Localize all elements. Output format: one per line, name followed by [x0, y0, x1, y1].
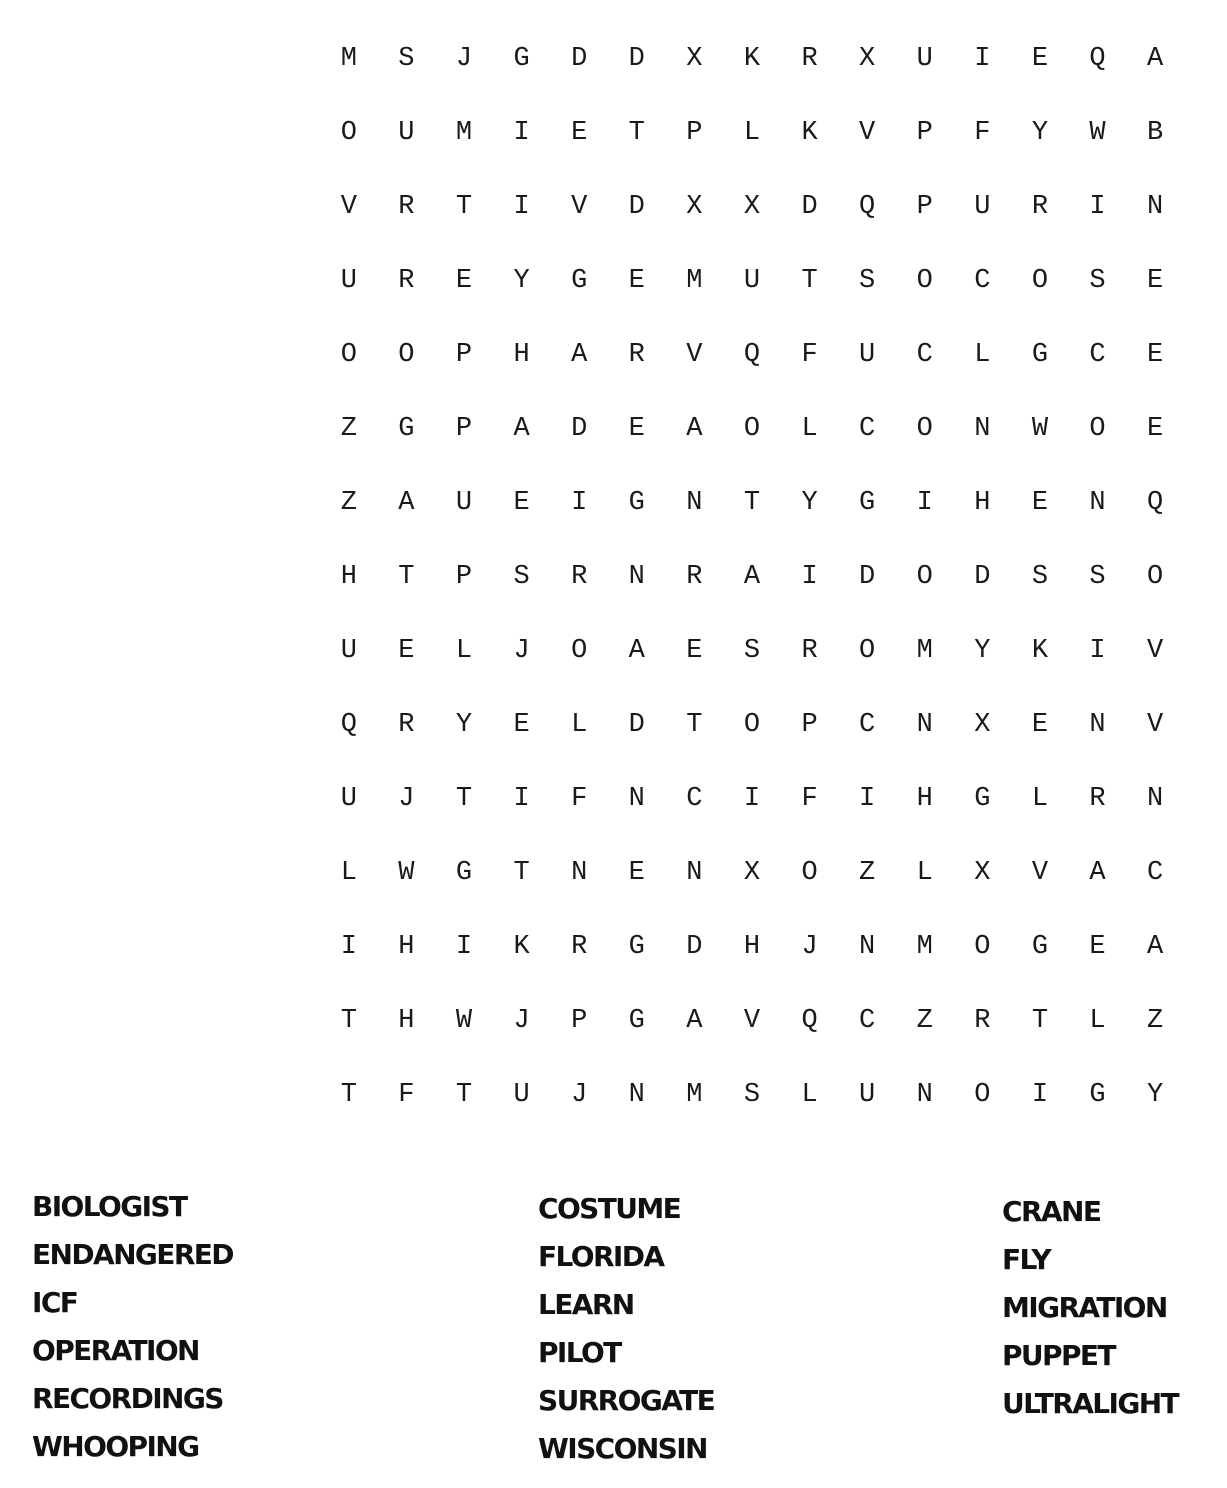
grid-cell: R	[398, 710, 415, 740]
grid-cell: E	[1089, 932, 1106, 962]
grid-cell: H	[743, 932, 761, 962]
word-list-column-1	[32, 1183, 233, 1471]
grid-cell: L	[974, 340, 991, 370]
grid-cell: H	[398, 1006, 415, 1036]
grid-cell: J	[455, 44, 473, 74]
grid-cell: K	[513, 932, 530, 962]
word-list-item: FLORIDA	[538, 1240, 664, 1273]
grid-cell: V	[859, 118, 876, 148]
grid-cell: T	[340, 1006, 357, 1036]
grid-cell: Q	[1147, 488, 1164, 518]
grid-cell: R	[628, 340, 645, 370]
grid-cell: G	[1031, 340, 1049, 370]
grid-cell: F	[801, 784, 818, 814]
grid-cell: M	[455, 118, 473, 148]
grid-cell: A	[686, 414, 703, 444]
grid-cell: W	[1031, 414, 1049, 444]
word-list-item: WISCONSIN	[538, 1432, 707, 1465]
grid-cell: H	[974, 488, 991, 518]
grid-cell: O	[916, 562, 933, 592]
grid-cell: I	[916, 488, 933, 518]
grid-cell: Q	[1089, 44, 1106, 74]
grid-cell: O	[1089, 414, 1106, 444]
grid-cell: U	[398, 118, 415, 148]
grid-cell: X	[743, 858, 761, 888]
grid-cell: I	[571, 488, 588, 518]
word-list-item: RECORDINGS	[32, 1382, 223, 1415]
grid-cell: C	[916, 340, 933, 370]
word-list-item: BIOLOGIST	[32, 1190, 187, 1223]
word-list-item: OPERATION	[32, 1334, 199, 1367]
grid-cell: I	[1089, 192, 1106, 222]
word-list-item: FLY	[1002, 1243, 1051, 1276]
grid-cell: N	[628, 784, 645, 814]
grid-cell: U	[340, 636, 357, 666]
grid-cell: E	[571, 118, 588, 148]
grid-cell: C	[974, 266, 991, 296]
word-list-item: ENDANGERED	[32, 1238, 233, 1271]
grid-cell: S	[1089, 562, 1106, 592]
grid-cell: L	[801, 414, 818, 444]
grid-cell: S	[859, 266, 876, 296]
grid-cell: I	[1089, 636, 1106, 666]
grid-cell: G	[974, 784, 991, 814]
grid-cell: V	[571, 192, 588, 222]
grid-cell: X	[686, 44, 703, 74]
grid-cell: C	[859, 710, 876, 740]
grid-cell: O	[916, 414, 933, 444]
grid-cell: F	[974, 118, 991, 148]
grid-cell: R	[974, 1006, 991, 1036]
grid-cell: E	[686, 636, 703, 666]
grid-cell: G	[1089, 1080, 1106, 1110]
grid-cell: H	[513, 340, 530, 370]
grid-cell: P	[455, 340, 473, 370]
grid-cell: J	[571, 1080, 588, 1110]
grid-cell: A	[1147, 44, 1164, 74]
word-list-item: MIGRATION	[1002, 1291, 1167, 1324]
grid-cell: O	[1031, 266, 1049, 296]
grid-cell: O	[916, 266, 933, 296]
grid-cell: I	[1031, 1080, 1049, 1110]
grid-cell: X	[859, 44, 876, 74]
grid-cell: L	[455, 636, 473, 666]
grid-cell: T	[686, 710, 703, 740]
grid-cell: N	[628, 562, 645, 592]
grid-cell: A	[513, 414, 530, 444]
grid-cell: T	[340, 1080, 357, 1110]
grid-cell: A	[1147, 932, 1164, 962]
grid-cell: T	[1031, 1006, 1049, 1036]
grid-cell: J	[398, 784, 415, 814]
grid-cell: H	[340, 562, 357, 592]
grid-cell: P	[801, 710, 818, 740]
grid-cell: U	[916, 44, 933, 74]
grid-cell: N	[628, 1080, 645, 1110]
grid-cell: V	[340, 192, 357, 222]
grid-cell: O	[571, 636, 588, 666]
grid-cell: T	[801, 266, 818, 296]
word-list-column-3	[1002, 1188, 1178, 1428]
grid-cell: A	[743, 562, 761, 592]
grid-cell: O	[974, 932, 991, 962]
grid-cell: G	[628, 488, 645, 518]
grid-cell: F	[801, 340, 818, 370]
word-list-item: ICF	[32, 1286, 78, 1319]
grid-cell: J	[513, 636, 530, 666]
word-list-item: COSTUME	[538, 1192, 681, 1225]
grid-cell: R	[398, 192, 415, 222]
grid-cell: P	[686, 118, 703, 148]
grid-cell: I	[513, 784, 530, 814]
grid-cell: L	[916, 858, 933, 888]
grid-cell: I	[513, 192, 530, 222]
grid-cell: S	[743, 1080, 761, 1110]
grid-cell: E	[628, 266, 645, 296]
grid-cell: I	[513, 118, 530, 148]
grid-cell: U	[455, 488, 473, 518]
grid-cell: N	[1147, 192, 1164, 222]
grid-cell: A	[628, 636, 645, 666]
grid-cell: O	[743, 710, 761, 740]
grid-cell: X	[743, 192, 761, 222]
grid-cell: U	[743, 266, 761, 296]
grid-cell: G	[628, 1006, 645, 1036]
grid-cell: M	[686, 266, 703, 296]
letter-grid	[320, 22, 1184, 1132]
grid-cell: V	[686, 340, 703, 370]
grid-cell: R	[571, 932, 588, 962]
grid-cell: O	[340, 118, 357, 148]
grid-cell: N	[686, 858, 703, 888]
grid-cell: P	[455, 562, 473, 592]
word-list-item: ULTRALIGHT	[1002, 1387, 1179, 1420]
grid-cell: N	[1089, 710, 1106, 740]
grid-cell: M	[686, 1080, 703, 1110]
grid-cell: L	[743, 118, 761, 148]
grid-cell: N	[916, 1080, 933, 1110]
grid-cell: E	[513, 710, 530, 740]
grid-cell: N	[859, 932, 876, 962]
grid-cell: L	[571, 710, 588, 740]
grid-cell: L	[1089, 1006, 1106, 1036]
grid-cell: Y	[1031, 118, 1049, 148]
grid-cell: Q	[340, 710, 357, 740]
grid-cell: D	[628, 710, 645, 740]
grid-cell: R	[686, 562, 703, 592]
word-list-item: PILOT	[538, 1336, 621, 1369]
grid-cell: R	[1031, 192, 1049, 222]
grid-cell: X	[686, 192, 703, 222]
grid-cell: G	[571, 266, 588, 296]
grid-cell: T	[628, 118, 645, 148]
grid-cell: C	[859, 414, 876, 444]
grid-cell: N	[1089, 488, 1106, 518]
grid-cell: T	[743, 488, 761, 518]
grid-cell: G	[859, 488, 876, 518]
grid-cell: Z	[340, 414, 357, 444]
grid-cell: R	[801, 636, 818, 666]
grid-cell: E	[1147, 266, 1164, 296]
grid-cell: G	[513, 44, 530, 74]
grid-cell: I	[340, 932, 357, 962]
grid-cell: D	[859, 562, 876, 592]
grid-cell: E	[1031, 710, 1049, 740]
grid-cell: A	[398, 488, 415, 518]
grid-cell: J	[513, 1006, 530, 1036]
grid-cell: N	[916, 710, 933, 740]
grid-cell: O	[398, 340, 415, 370]
grid-cell: C	[859, 1006, 876, 1036]
grid-cell: D	[974, 562, 991, 592]
grid-cell: H	[398, 932, 415, 962]
grid-cell: W	[1089, 118, 1106, 148]
grid-cell: W	[398, 858, 415, 888]
word-list-item: PUPPET	[1002, 1339, 1115, 1372]
grid-cell: A	[686, 1006, 703, 1036]
grid-cell: X	[974, 710, 991, 740]
grid-cell: U	[340, 266, 357, 296]
grid-cell: E	[1147, 414, 1164, 444]
grid-cell: I	[974, 44, 991, 74]
grid-cell: B	[1147, 118, 1164, 148]
grid-cell: F	[398, 1080, 415, 1110]
grid-cell: S	[1031, 562, 1049, 592]
grid-cell: J	[801, 932, 818, 962]
grid-cell: Y	[1147, 1080, 1164, 1110]
grid-cell: Z	[859, 858, 876, 888]
grid-cell: E	[1147, 340, 1164, 370]
grid-cell: T	[513, 858, 530, 888]
grid-cell: G	[455, 858, 473, 888]
grid-cell: S	[398, 44, 415, 74]
grid-cell: R	[398, 266, 415, 296]
grid-cell: I	[859, 784, 876, 814]
grid-cell: N	[571, 858, 588, 888]
word-list-item: LEARN	[538, 1288, 634, 1321]
grid-cell: E	[513, 488, 530, 518]
grid-cell: R	[801, 44, 818, 74]
grid-cell: N	[974, 414, 991, 444]
grid-cell: D	[686, 932, 703, 962]
grid-cell: Q	[859, 192, 876, 222]
grid-cell: U	[859, 340, 876, 370]
grid-cell: P	[571, 1006, 588, 1036]
grid-cell: Z	[916, 1006, 933, 1036]
grid-cell: D	[628, 192, 645, 222]
grid-cell: F	[571, 784, 588, 814]
grid-cell: D	[628, 44, 645, 74]
grid-cell: A	[571, 340, 588, 370]
grid-cell: K	[743, 44, 761, 74]
grid-cell: V	[1147, 710, 1164, 740]
word-list-column-2	[538, 1185, 714, 1473]
grid-cell: M	[916, 636, 933, 666]
grid-cell: M	[340, 44, 357, 74]
grid-cell: T	[455, 1080, 473, 1110]
grid-cell: E	[455, 266, 473, 296]
grid-cell: K	[801, 118, 818, 148]
word-list-item: CRANE	[1002, 1195, 1101, 1228]
grid-cell: R	[571, 562, 588, 592]
grid-cell: Y	[513, 266, 530, 296]
grid-cell: Z	[340, 488, 357, 518]
grid-cell: T	[455, 784, 473, 814]
grid-cell: U	[859, 1080, 876, 1110]
grid-cell: V	[743, 1006, 761, 1036]
grid-cell: M	[916, 932, 933, 962]
grid-cell: U	[974, 192, 991, 222]
grid-cell: V	[1147, 636, 1164, 666]
grid-cell: Y	[974, 636, 991, 666]
grid-cell: I	[743, 784, 761, 814]
grid-cell: G	[628, 932, 645, 962]
grid-cell: S	[743, 636, 761, 666]
grid-cell: O	[801, 858, 818, 888]
grid-cell: P	[455, 414, 473, 444]
grid-cell: Q	[801, 1006, 818, 1036]
grid-cell: H	[916, 784, 933, 814]
grid-cell: E	[1031, 488, 1049, 518]
word-list-item: WHOOPING	[32, 1430, 199, 1463]
grid-cell: I	[801, 562, 818, 592]
grid-cell: V	[1031, 858, 1049, 888]
grid-cell: D	[571, 44, 588, 74]
grid-cell: R	[1089, 784, 1106, 814]
grid-cell: L	[340, 858, 357, 888]
grid-cell: O	[340, 340, 357, 370]
grid-cell: P	[916, 192, 933, 222]
grid-cell: G	[398, 414, 415, 444]
grid-cell: C	[1147, 858, 1164, 888]
grid-cell: L	[801, 1080, 818, 1110]
grid-cell: A	[1089, 858, 1106, 888]
grid-cell: N	[686, 488, 703, 518]
grid-cell: E	[1031, 44, 1049, 74]
grid-cell: C	[1089, 340, 1106, 370]
grid-cell: I	[455, 932, 473, 962]
grid-cell: X	[974, 858, 991, 888]
grid-cell: P	[916, 118, 933, 148]
grid-cell: T	[455, 192, 473, 222]
grid-cell: U	[513, 1080, 530, 1110]
grid-cell: T	[398, 562, 415, 592]
grid-cell: W	[455, 1006, 473, 1036]
grid-cell: Q	[743, 340, 761, 370]
grid-cell: O	[859, 636, 876, 666]
grid-cell: E	[398, 636, 415, 666]
grid-cell: O	[743, 414, 761, 444]
grid-cell: Y	[455, 710, 473, 740]
grid-cell: D	[801, 192, 818, 222]
grid-cell: U	[340, 784, 357, 814]
grid-cell: E	[628, 858, 645, 888]
grid-cell: K	[1031, 636, 1049, 666]
grid-cell: Z	[1147, 1006, 1164, 1036]
word-list-item: SURROGATE	[538, 1384, 715, 1417]
grid-cell: D	[571, 414, 588, 444]
grid-cell: Y	[801, 488, 818, 518]
grid-cell: G	[1031, 932, 1049, 962]
grid-cell: L	[1031, 784, 1049, 814]
grid-cell: N	[1147, 784, 1164, 814]
grid-cell: E	[628, 414, 645, 444]
grid-cell: S	[1089, 266, 1106, 296]
grid-cell: S	[513, 562, 530, 592]
grid-cell: O	[974, 1080, 991, 1110]
grid-cell: O	[1147, 562, 1164, 592]
grid-cell: C	[686, 784, 703, 814]
